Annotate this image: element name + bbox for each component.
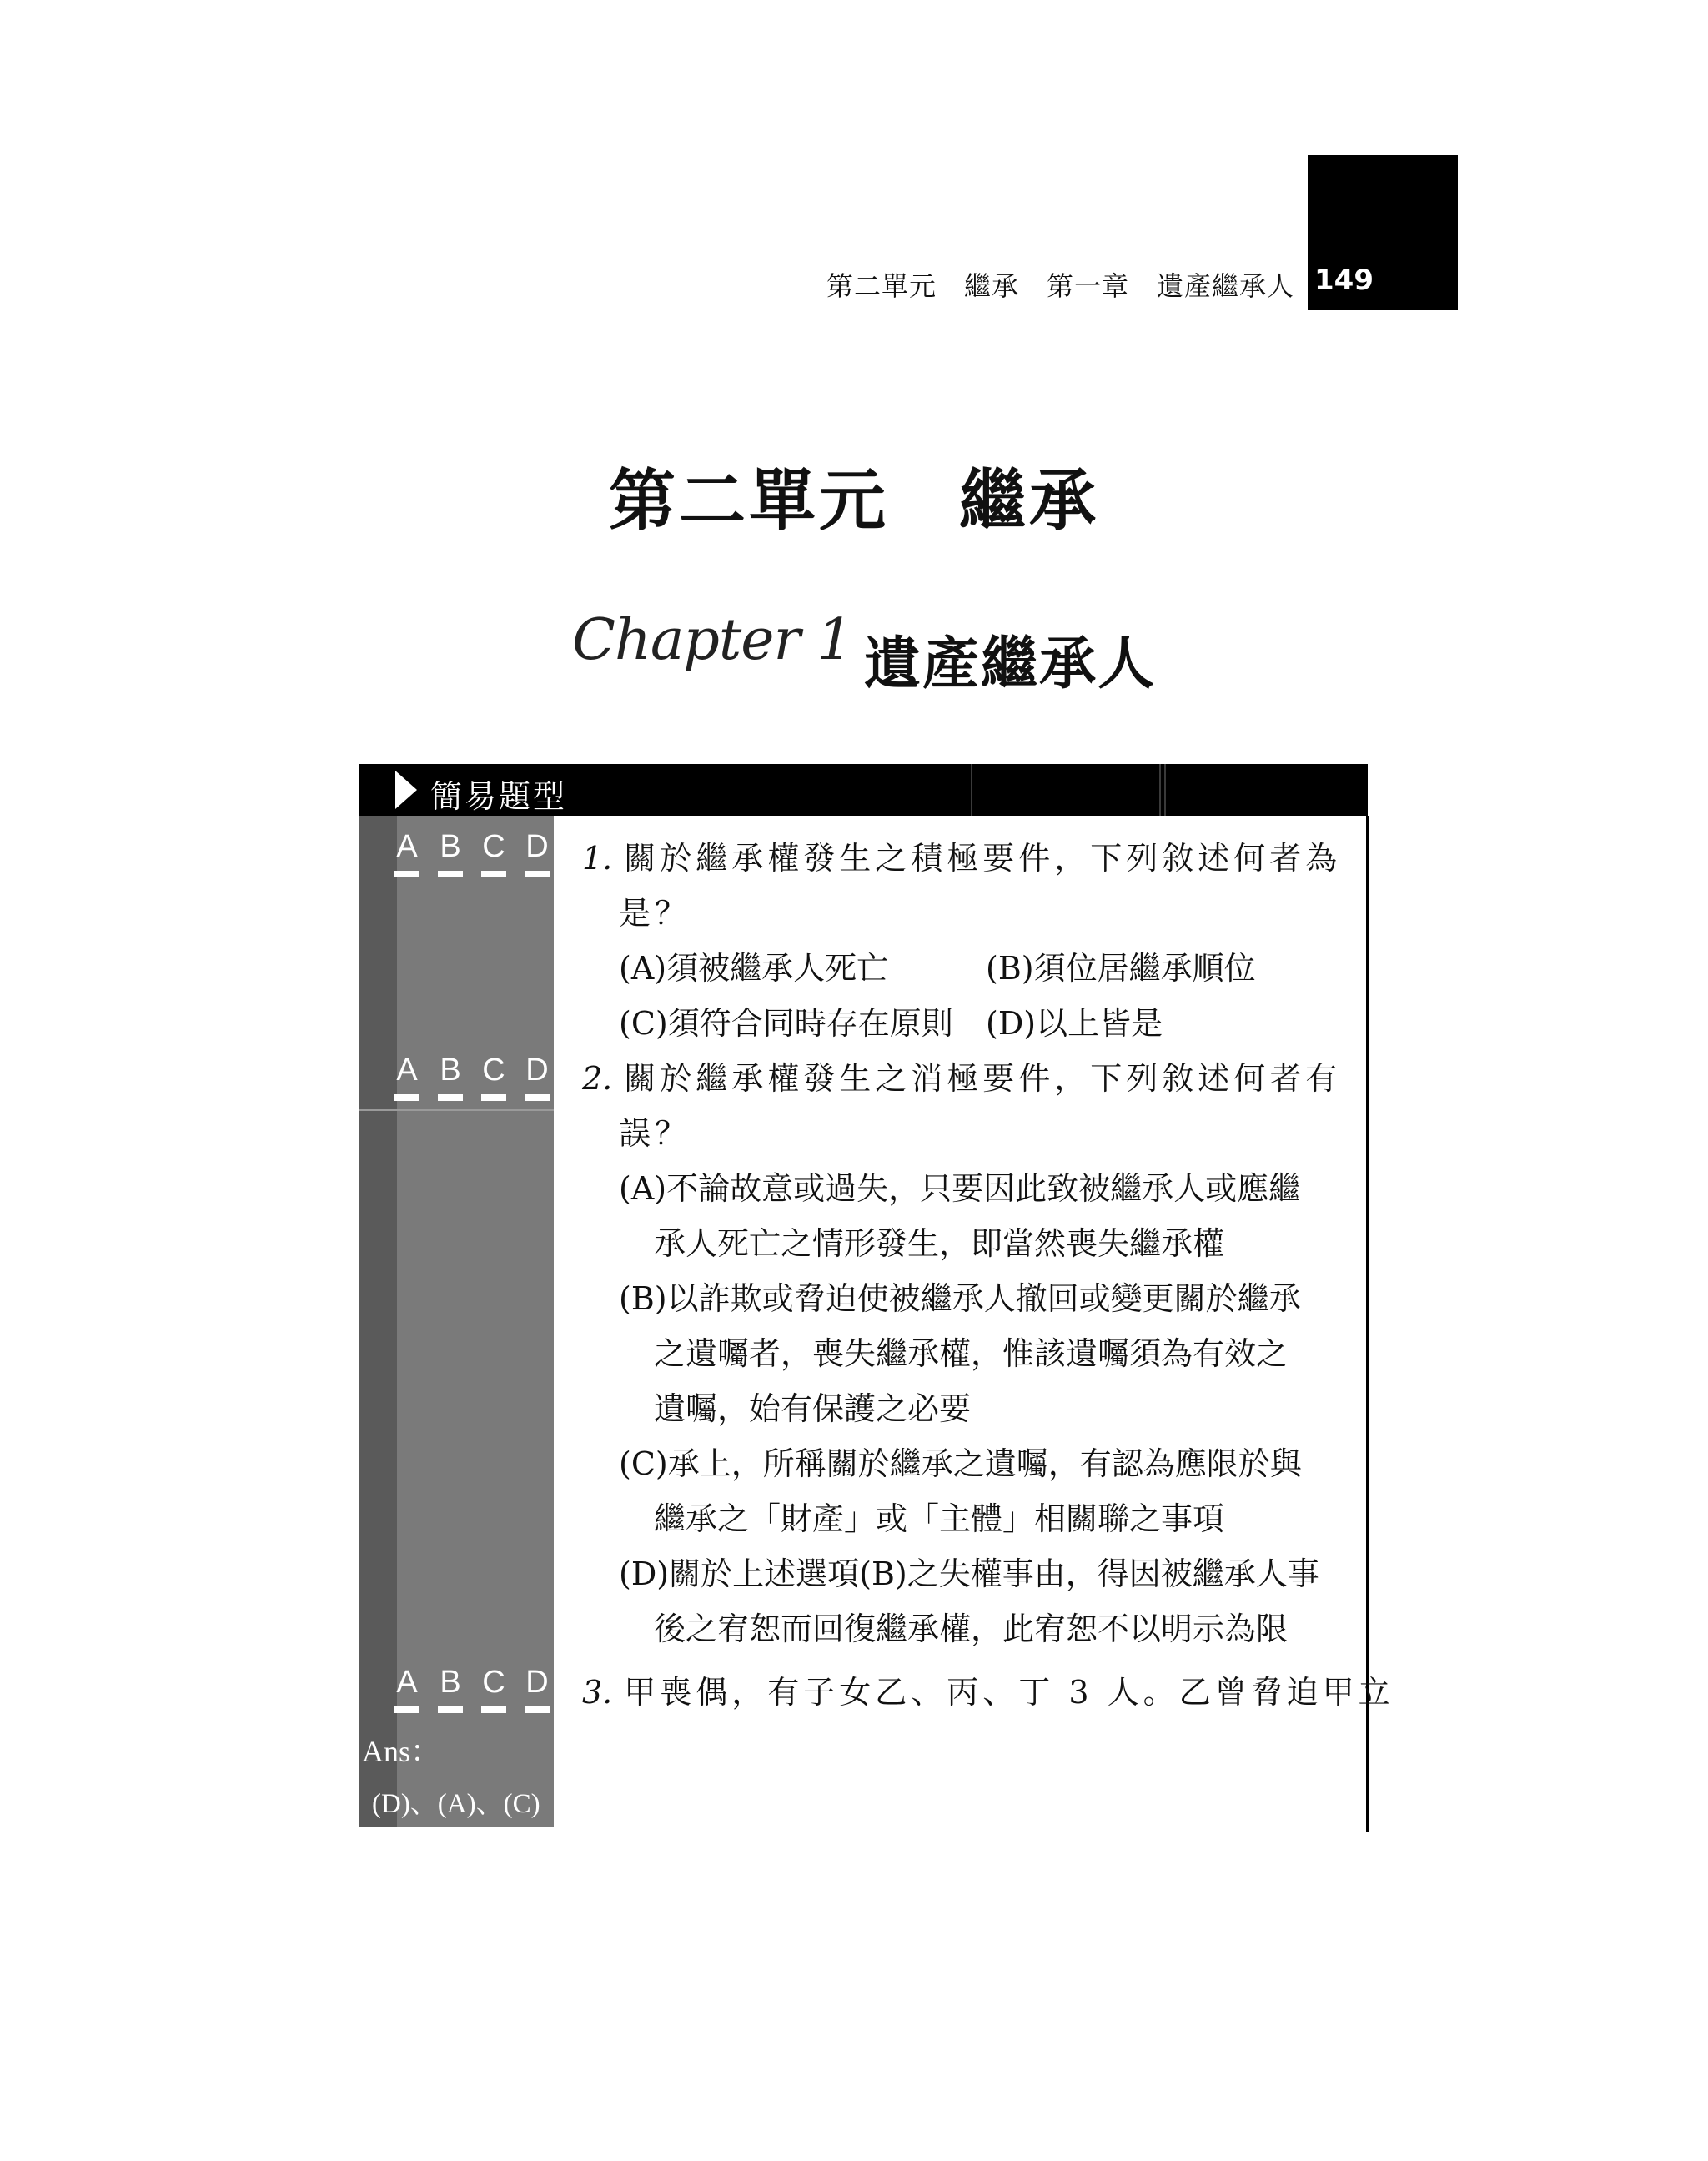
option-b: (B)須位居繼承順位 <box>986 950 1256 987</box>
question-2-line-2: 誤？ <box>619 1115 691 1152</box>
choice-letter: D <box>525 829 549 864</box>
section-label: 簡易題型 <box>430 778 568 815</box>
option-b-line-1: (B)以詐欺或脅迫使被繼承人撤回或變更關於繼承 <box>619 1280 1301 1317</box>
sidebar-divider <box>359 1109 554 1111</box>
choice-letter: B <box>440 1665 461 1700</box>
header-divider <box>1164 764 1166 816</box>
question-number: 2. <box>582 1060 613 1097</box>
answer-blank <box>525 871 550 877</box>
answer-blank <box>525 1706 550 1713</box>
option-d-line-1: (D)關於上述選項(B)之失權事由，得因被繼承人事 <box>619 1555 1319 1592</box>
answer-blank <box>481 871 506 877</box>
choice-letter: D <box>525 1665 549 1700</box>
choice-letter: B <box>440 829 461 864</box>
question-number: 3. <box>582 1674 613 1711</box>
answer-blank <box>481 1094 506 1101</box>
option-b-line-2: 之遺囑者，喪失繼承權，惟該遺囑須為有效之 <box>654 1335 1289 1372</box>
choice-letter: A <box>396 829 418 864</box>
answer-blank <box>438 871 463 877</box>
option-a-line-2: 承人死亡之情形發生，即當然喪失繼承權 <box>654 1225 1225 1262</box>
choice-letter: C <box>482 1665 505 1700</box>
chapter-title: 遺產繼承人 <box>864 631 1157 697</box>
question-2-line-1 <box>582 1051 1341 1106</box>
choice-letter: A <box>396 1665 418 1700</box>
choice-letter: C <box>482 1053 505 1088</box>
answer-blank <box>394 1706 419 1713</box>
answer-key-label: Ans： <box>362 1735 441 1768</box>
choice-letter: C <box>482 829 505 864</box>
option-a: (A)須被繼承人死亡 <box>619 950 889 987</box>
running-head: 第二單元 繼承 第一章 遺產繼承人 <box>826 270 1294 302</box>
question-number: 1. <box>582 840 613 877</box>
option-d-line-2: 後之宥恕而回復繼承權，此宥恕不以明示為限 <box>654 1611 1289 1647</box>
choice-letter: D <box>525 1053 549 1088</box>
choice-letter: B <box>440 1053 461 1088</box>
answer-blank <box>481 1706 506 1713</box>
answer-grid-q3 <box>392 1665 559 1715</box>
question-1-line-1 <box>582 831 1341 886</box>
option-c-line-2: 繼承之「財產」或「主體」相關聯之事項 <box>654 1500 1225 1537</box>
chapter-label: Chapter 1 <box>572 607 852 673</box>
arrow-icon <box>395 771 417 809</box>
option-c-line-1: (C)承上，所稱關於繼承之遺囑，有認為應限於與 <box>619 1445 1302 1482</box>
answer-grid-q2 <box>392 1053 559 1103</box>
answer-blank <box>438 1706 463 1713</box>
unit-title: 第二單元 繼承 <box>609 462 1099 540</box>
answer-key-value: (D)、(A)、(C) <box>372 1789 540 1819</box>
option-c: (C)須符合同時存在原則 <box>619 1005 953 1042</box>
question-3-line-1 <box>582 1665 1394 1720</box>
section-header <box>359 764 1368 816</box>
answer-blank <box>394 1094 419 1101</box>
answer-grid-q1 <box>392 829 559 879</box>
choice-letter: A <box>396 1053 418 1088</box>
option-d: (D)以上皆是 <box>986 1005 1163 1042</box>
answer-blank <box>525 1094 550 1101</box>
question-1-line-2: 是？ <box>619 895 691 932</box>
header-divider <box>971 764 972 816</box>
option-b-line-3: 遺囑，始有保護之必要 <box>654 1390 972 1427</box>
question-stem: 關於繼承權發生之消極要件，下列敘述何者有 <box>624 1060 1342 1097</box>
question-stem: 甲喪偶，有子女乙、丙、丁 3 人。乙曾脅迫甲立 <box>624 1674 1394 1711</box>
header-divider <box>1159 764 1161 816</box>
answer-blank <box>438 1094 463 1101</box>
page-number: 149 <box>1314 264 1374 297</box>
answer-blank <box>394 871 419 877</box>
question-stem: 關於繼承權發生之積極要件，下列敘述何者為 <box>624 840 1342 877</box>
option-a-line-1: (A)不論故意或過失，只要因此致被繼承人或應繼 <box>619 1170 1301 1207</box>
